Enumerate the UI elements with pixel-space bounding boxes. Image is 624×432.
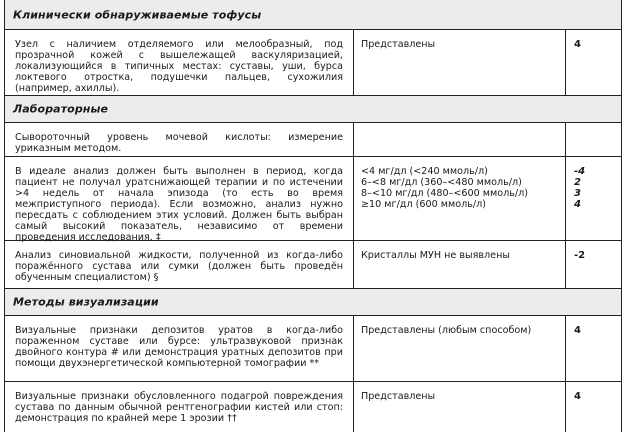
section-title: Клинически обнаруживаемые тофусы bbox=[13, 8, 262, 21]
value-cell bbox=[354, 30, 566, 95]
table-row bbox=[5, 123, 621, 157]
value-line: Представлены (любым способом) bbox=[361, 325, 532, 336]
criterion-text: В идеале анализ должен быть выполнен в период, когда пациент не получал уратснижающей терапии и по истечении >4 недель от начала эпизода (то есть во время межприступного периода). Если возможно, анализ нужно пересдать с соблюдением этих условий. Должен быть выбран самый высокий показатель, независимо от времени проведения исследования. ‡ bbox=[15, 166, 343, 243]
criterion-cell bbox=[5, 316, 354, 381]
score-value: 4 bbox=[574, 39, 581, 50]
criterion-text: Узел с наличием отделяемого или мелообразный, под прозрачной кожей с вышележащей васкуляризацией, локализующийся в типичных местах: суставы, уши, бурса локтевого отростка, подушечки пальцев, сухожилия (например, ахиллы). bbox=[15, 39, 343, 94]
score-cell bbox=[566, 382, 621, 432]
score-value: 4 bbox=[574, 325, 581, 336]
score-value: 4 bbox=[574, 391, 581, 402]
score-cell bbox=[566, 241, 621, 288]
criterion-text: Визуальные признаки обусловленного подагрой повреждения сустава по данным обычной рентгенографии кистей или стоп: демонстрация по крайней мере 1 эрозии †† bbox=[15, 391, 343, 424]
table-row bbox=[5, 241, 621, 289]
criterion-text: Визуальные признаки депозитов уратов в когда-либо пораженном суставе или бурсе: ультразвуковой признак двойного контура # или демонстрация уратных депозитов при помощи двухэнергетической компьютерной томографии ** bbox=[15, 325, 343, 369]
value-line: ≥10 мг/дл (600 ммоль/л) bbox=[361, 199, 486, 210]
value-line: 6–<8 мг/дл (360–<480 ммоль/л) bbox=[361, 177, 522, 188]
section-header-laboratory bbox=[5, 96, 621, 123]
criterion-cell bbox=[5, 30, 354, 95]
value-cell bbox=[354, 157, 566, 240]
score-value: 3 bbox=[574, 188, 581, 199]
value-line: Представлены bbox=[361, 39, 436, 50]
section-header-imaging bbox=[5, 289, 621, 316]
value-cell bbox=[354, 316, 566, 381]
score-text bbox=[574, 250, 619, 261]
value-text bbox=[361, 325, 561, 336]
score-value: -4 bbox=[574, 166, 586, 177]
criteria-table bbox=[4, 0, 622, 432]
criterion-text: Анализ синовиальной жидкости, полученной из когда-либо поражённого сустава или сумки (должен быть проведён обученным специалистом) § bbox=[15, 250, 343, 283]
score-cell bbox=[566, 316, 621, 381]
value-line: Представлены bbox=[361, 391, 436, 402]
score-value: 2 bbox=[574, 177, 581, 188]
score-text bbox=[574, 391, 619, 402]
criterion-cell bbox=[5, 241, 354, 288]
value-line: 8–<10 мг/дл (480–<600 ммоль/л) bbox=[361, 188, 529, 199]
table-row bbox=[5, 30, 621, 96]
criterion-cell bbox=[5, 382, 354, 432]
value-cell bbox=[354, 241, 566, 288]
score-value: -2 bbox=[574, 250, 586, 261]
criterion-cell bbox=[5, 123, 354, 156]
score-cell bbox=[566, 30, 621, 95]
value-cell bbox=[354, 382, 566, 432]
score-cell bbox=[566, 123, 621, 156]
score-text bbox=[574, 166, 619, 210]
criterion-text: Сывороточный уровень мочевой кислоты: измерение уриказным методом. bbox=[15, 132, 343, 154]
table-row bbox=[5, 157, 621, 241]
value-line: <4 мг/дл (<240 ммоль/л) bbox=[361, 166, 488, 177]
criterion-cell bbox=[5, 157, 354, 243]
score-cell bbox=[566, 157, 621, 240]
table-row bbox=[5, 382, 621, 432]
table-row bbox=[5, 316, 621, 382]
score-text bbox=[574, 325, 619, 336]
section-title: Лабораторные bbox=[13, 102, 109, 116]
score-value: 4 bbox=[574, 199, 581, 210]
section-header-tophi bbox=[5, 0, 621, 30]
value-text bbox=[361, 39, 561, 50]
value-text bbox=[361, 250, 561, 261]
value-cell bbox=[354, 123, 566, 156]
section-title: Методы визуализации bbox=[13, 295, 159, 309]
score-text bbox=[574, 39, 619, 50]
value-text bbox=[361, 166, 561, 210]
value-line: Кристаллы МУН не выявлены bbox=[361, 250, 510, 261]
value-text bbox=[361, 391, 561, 402]
